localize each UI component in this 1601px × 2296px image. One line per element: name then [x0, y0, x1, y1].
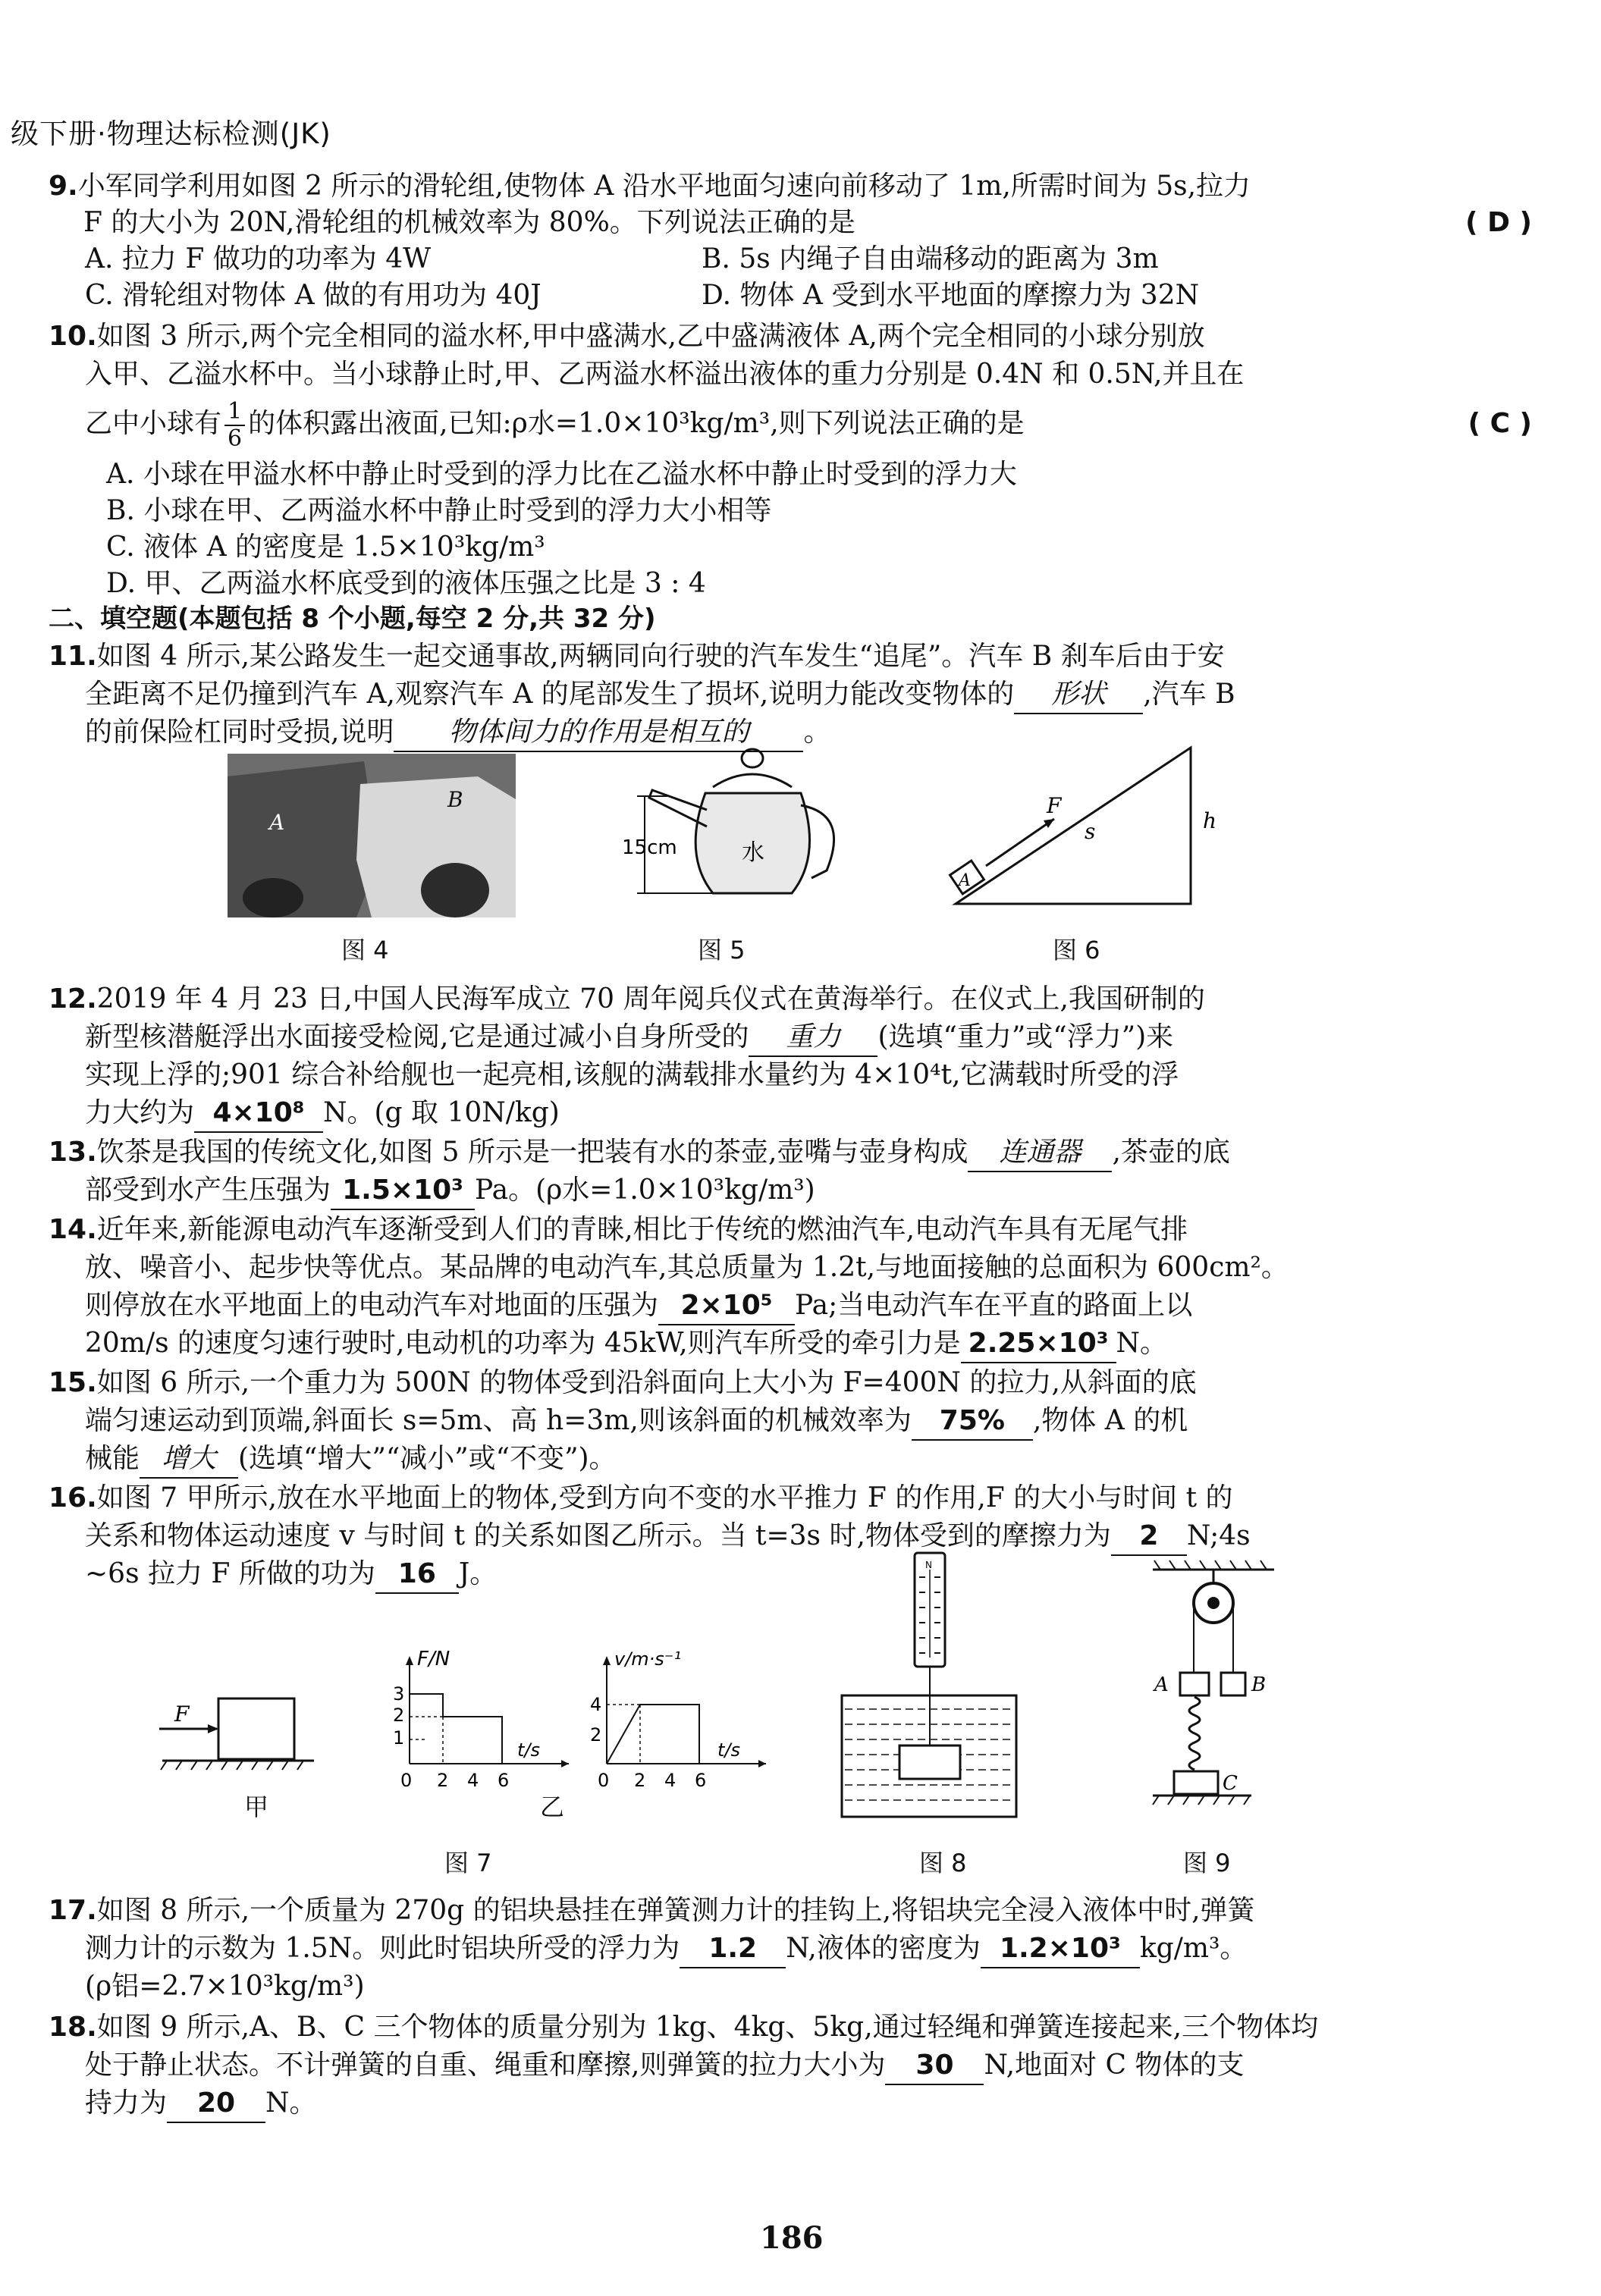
q18-blank-2: 20: [167, 2085, 265, 2123]
q10-option-d: D. 甲、乙两溢水杯底受到的液体压强之比是 3 : 4: [106, 568, 706, 599]
q14-line1: 14.近年来,新能源电动汽车逐渐受到人们的青睐,相比于传统的燃油汽车,电动汽车具有无尾气排: [49, 1214, 1188, 1245]
q18-line2: 处于静止状态。不计弹簧的自重、绳重和摩擦,则弹簧的拉力大小为 30 N,地面对 C 物体的支: [85, 2047, 1245, 2085]
teapot-knob: [742, 749, 763, 767]
vt-xtick-0: 0: [598, 1770, 610, 1791]
q14-blank-2: 2.25×10³: [961, 1325, 1116, 1363]
block-a-label: A: [1154, 1673, 1169, 1696]
push-force-label: F: [174, 1702, 190, 1727]
q15-blank-2: 增大: [140, 1441, 238, 1479]
figure-7-jia: [152, 1691, 319, 1774]
vt-xtick-6: 6: [695, 1770, 707, 1791]
q10-option-b: B. 小球在甲、乙两溢水杯中静止时受到的浮力大小相等: [106, 495, 772, 526]
q17-line3: (ρ铝=2.7×10³kg/m³): [85, 1971, 365, 2002]
q10-answer: ( C ): [1468, 408, 1532, 439]
block-c: [1174, 1771, 1218, 1794]
page-number: 186: [760, 2220, 824, 2256]
q17-blank-1: 1.2: [680, 1931, 786, 1968]
q12-blank-2: 4×10⁸: [194, 1095, 323, 1133]
ft-xtick-0: 0: [400, 1770, 413, 1791]
figure-8-spring-scale: [834, 1547, 1031, 1820]
figure-5-teapot: [622, 742, 865, 916]
vt-xtick-4: 4: [664, 1770, 677, 1791]
q12-blank-1: 重力: [749, 1019, 877, 1057]
q10-number: 10.: [49, 321, 97, 352]
q16-line1: 16.如图 7 甲所示,放在水平地面上的物体,受到方向不变的水平推力 F 的作用,F 的大小与时间 t 的: [49, 1482, 1233, 1513]
q15-line2: 端匀速运动到顶端,斜面长 s=5m、高 h=3m,则该斜面的机械效率为 75% ,物体 A 的机: [85, 1403, 1188, 1441]
q9-option-d: D. 物体 A 受到水平地面的摩擦力为 32N: [702, 280, 1200, 311]
q12-line4: 力大约为 4×10⁸ N。(g 取 10N/kg): [85, 1095, 560, 1133]
fig5-caption: 图 5: [698, 936, 746, 965]
ft-xtick-4: 4: [467, 1770, 479, 1791]
fig7-yi-label: 乙: [540, 1793, 565, 1821]
ceiling-hatch: [1154, 1560, 1267, 1570]
ft-x-axis-label: t/s: [517, 1739, 540, 1761]
ft-xtick-2: 2: [437, 1770, 449, 1791]
q10-option-c: C. 液体 A 的密度是 1.5×10³kg/m³: [106, 532, 545, 563]
fig6-caption: 图 6: [1053, 936, 1100, 965]
q9-line1: 9.小军同学利用如图 2 所示的滑轮组,使物体 A 沿水平地面匀速向前移动了 1m,所需时间为 5s,拉力: [49, 171, 1251, 202]
q11-blank-2: 物体间力的作用是相互的: [394, 714, 803, 752]
q11-blank-1: 形状: [1014, 676, 1143, 714]
block-a: [1180, 1673, 1209, 1695]
vt-xtick-2: 2: [634, 1770, 646, 1791]
length-label: s: [1085, 819, 1096, 844]
fig9-caption: 图 9: [1183, 1849, 1231, 1877]
aluminum-block: [899, 1746, 960, 1779]
q16-line3: ~6s 拉力 F 所做的功为 16 J。: [85, 1556, 497, 1594]
q11-line2: 全距离不足仍撞到汽车 A,观察汽车 A 的尾部发生了损坏,说明力能改变物体的 形状 ,汽车 B: [85, 676, 1235, 714]
q9-option-b: B. 5s 内绳子自由端移动的距离为 3m: [702, 243, 1159, 274]
fig8-caption: 图 8: [919, 1849, 967, 1877]
fraction-one-sixth: $\frac{1}{6}$: [224, 399, 245, 452]
pushed-block: [218, 1698, 294, 1759]
q11-line1: 11.如图 4 所示,某公路发生一起交通事故,两辆同向行驶的汽车发生“追尾”。汽车 B 刹车后由于安: [49, 641, 1225, 672]
q18-line3: 持力为 20 N。: [85, 2085, 317, 2123]
car-b-wheel: [421, 863, 489, 917]
q12-line1: 12.2019 年 4 月 23 日,中国人民海军成立 70 周年阅兵仪式在黄海举行。在仪式上,我国研制的: [49, 983, 1205, 1015]
height-label: 15cm: [622, 836, 677, 859]
q14-line4: 20m/s 的速度匀速行驶时,电动机的功率为 45kW,则汽车所受的牵引力是 2.25×10³ N。: [85, 1325, 1167, 1363]
q16-blank-1: 2: [1111, 1518, 1187, 1556]
force-label: F: [1047, 793, 1062, 818]
figure-9-pulley: [1138, 1559, 1289, 1824]
q16-line2: 关系和物体运动速度 v 与时间 t 的关系如图乙所示。当 t=3s 时,物体受到的摩擦力为 2 N;4s: [85, 1518, 1251, 1556]
q13-line1: 13.饮茶是我国的传统文化,如图 5 所示是一把装有水的茶壶,壶嘴与壶身构成 连通器 ,茶壶的底: [49, 1134, 1230, 1172]
block-b: [1221, 1673, 1245, 1695]
ft-y-axis-label: F/N: [417, 1648, 450, 1670]
block-c-label: C: [1223, 1772, 1238, 1795]
teapot-lid: [713, 774, 792, 787]
q10-line1: 10.如图 3 所示,两个完全相同的溢水杯,甲中盛满水,乙中盛满液体 A,两个完全相同的小球分别放: [49, 321, 1205, 352]
car-a-label: A: [269, 810, 285, 835]
ft-tick-1: 1: [393, 1727, 405, 1749]
q10-line2: 入甲、乙溢水杯中。当小球静止时,甲、乙两溢水杯溢出液体的重力分别是 0.4N 和 0.5N,并且在: [85, 359, 1245, 390]
q14-line3: 则停放在水平地面上的电动汽车对地面的压强为 2×10⁵ Pa;当电动汽车在平直的路面上以: [85, 1288, 1192, 1325]
vt-curve: [607, 1705, 699, 1764]
q9-option-c: C. 滑轮组对物体 A 做的有用功为 40J: [85, 280, 542, 311]
q9-option-a: A. 拉力 F 做功的功率为 4W: [85, 243, 432, 274]
q12-line3: 实现上浮的;901 综合补给舰也一起亮相,该舰的满载排水量约为 4×10⁴t,它满载时所受的浮: [85, 1059, 1179, 1090]
figure-6-incline: [933, 737, 1251, 908]
q15-blank-1: 75%: [912, 1403, 1033, 1441]
q18-line1: 18.如图 9 所示,A、B、C 三个物体的质量分别为 1kg、4kg、5kg,通过轻绳和弹簧连接起来,三个物体均: [49, 2012, 1319, 2043]
figure-7-ft-graph: [379, 1642, 576, 1794]
ft-xtick-6: 6: [498, 1770, 510, 1791]
q12-line2: 新型核潜艇浮出水面接受检阅,它是通过减小自身所受的 重力 (选填“重力”或“浮力”)来: [85, 1019, 1173, 1057]
vt-y-axis-label: v/m·s⁻¹: [614, 1648, 682, 1670]
spring: [1189, 1697, 1200, 1770]
vt-tick-4: 4: [590, 1694, 602, 1715]
ft-curve: [410, 1694, 502, 1764]
incline-triangle: [956, 748, 1191, 904]
q10-line3: 乙中小球有 $\frac{1}{6}$ 的体积露出液面,已知:ρ水=1.0×10³kg/m³,则下列说法正确的是 ( C ): [85, 398, 1532, 452]
figure-4-car-photo: [228, 754, 516, 917]
q13-blank-1: 连通器: [968, 1134, 1112, 1172]
section-2-heading: 二、填空题(本题包括 8 个小题,每空 2 分,共 32 分): [49, 604, 656, 634]
vt-x-axis-label: t/s: [717, 1739, 740, 1761]
fig7-caption: 图 7: [444, 1849, 492, 1877]
q17-blank-2: 1.2×10³: [981, 1931, 1140, 1968]
page-header: 级下册·物理达标检测(JK): [11, 118, 331, 150]
q9-answer: ( D ): [1465, 207, 1532, 238]
ft-tick-2: 2: [393, 1705, 405, 1726]
q17-line1: 17.如图 8 所示,一个质量为 270g 的铝块悬挂在弹簧测力计的挂钩上,将铝块完全浸入液体中时,弹簧: [49, 1895, 1255, 1926]
ft-tick-3: 3: [393, 1683, 405, 1705]
vt-tick-2: 2: [590, 1724, 602, 1746]
q10-option-a: A. 小球在甲溢水杯中静止时受到的浮力比在乙溢水杯中静止时受到的浮力大: [106, 459, 1017, 490]
fig7-jia-label: 甲: [244, 1793, 269, 1821]
water-label: 水: [742, 839, 764, 866]
car-b-label: B: [447, 787, 463, 812]
q15-line1: 15.如图 6 所示,一个重力为 500N 的物体受到沿斜面向上大小为 F=400N 的拉力,从斜面的底: [49, 1367, 1197, 1398]
q15-line3: 械能 增大 (选填“增大”“减小”或“不变”)。: [85, 1441, 617, 1479]
q11-line3: 的前保险杠同时受损,说明 物体间力的作用是相互的 。: [85, 714, 830, 752]
q14-line2: 放、噪音小、起步快等优点。某品牌的电动汽车,其总质量为 1.2t,与地面接触的总面积为 600cm²。: [85, 1252, 1289, 1283]
ground-hatch: [161, 1761, 303, 1770]
q16-blank-2: 16: [375, 1556, 459, 1594]
q9-line2: F 的大小为 20N,滑轮组的机械效率为 80%。下列说法正确的是 ( D ): [83, 205, 1532, 241]
q14-blank-1: 2×10⁵: [658, 1288, 795, 1325]
floor-hatch: [1153, 1796, 1250, 1805]
block-b-label: B: [1251, 1673, 1267, 1696]
force-arrow: [986, 819, 1054, 866]
q13-blank-2: 1.5×10³: [331, 1172, 475, 1210]
q17-line2: 测力计的示数为 1.5N。则此时铝块所受的浮力为 1.2 N,液体的密度为 1.2×10³ kg/m³。: [85, 1931, 1247, 1968]
block-a-label: A: [959, 871, 971, 890]
q18-blank-1: 30: [885, 2047, 984, 2085]
fig4-caption: 图 4: [341, 936, 389, 965]
car-a-wheel: [243, 878, 303, 917]
figure-7-vt-graph: [576, 1642, 774, 1794]
height-label: h: [1203, 808, 1217, 833]
q9-number: 9.: [49, 171, 78, 202]
scale-unit-label: N: [925, 1560, 932, 1570]
q13-line2: 部受到水产生压强为 1.5×10³ Pa。(ρ水=1.0×10³kg/m³): [85, 1172, 815, 1210]
